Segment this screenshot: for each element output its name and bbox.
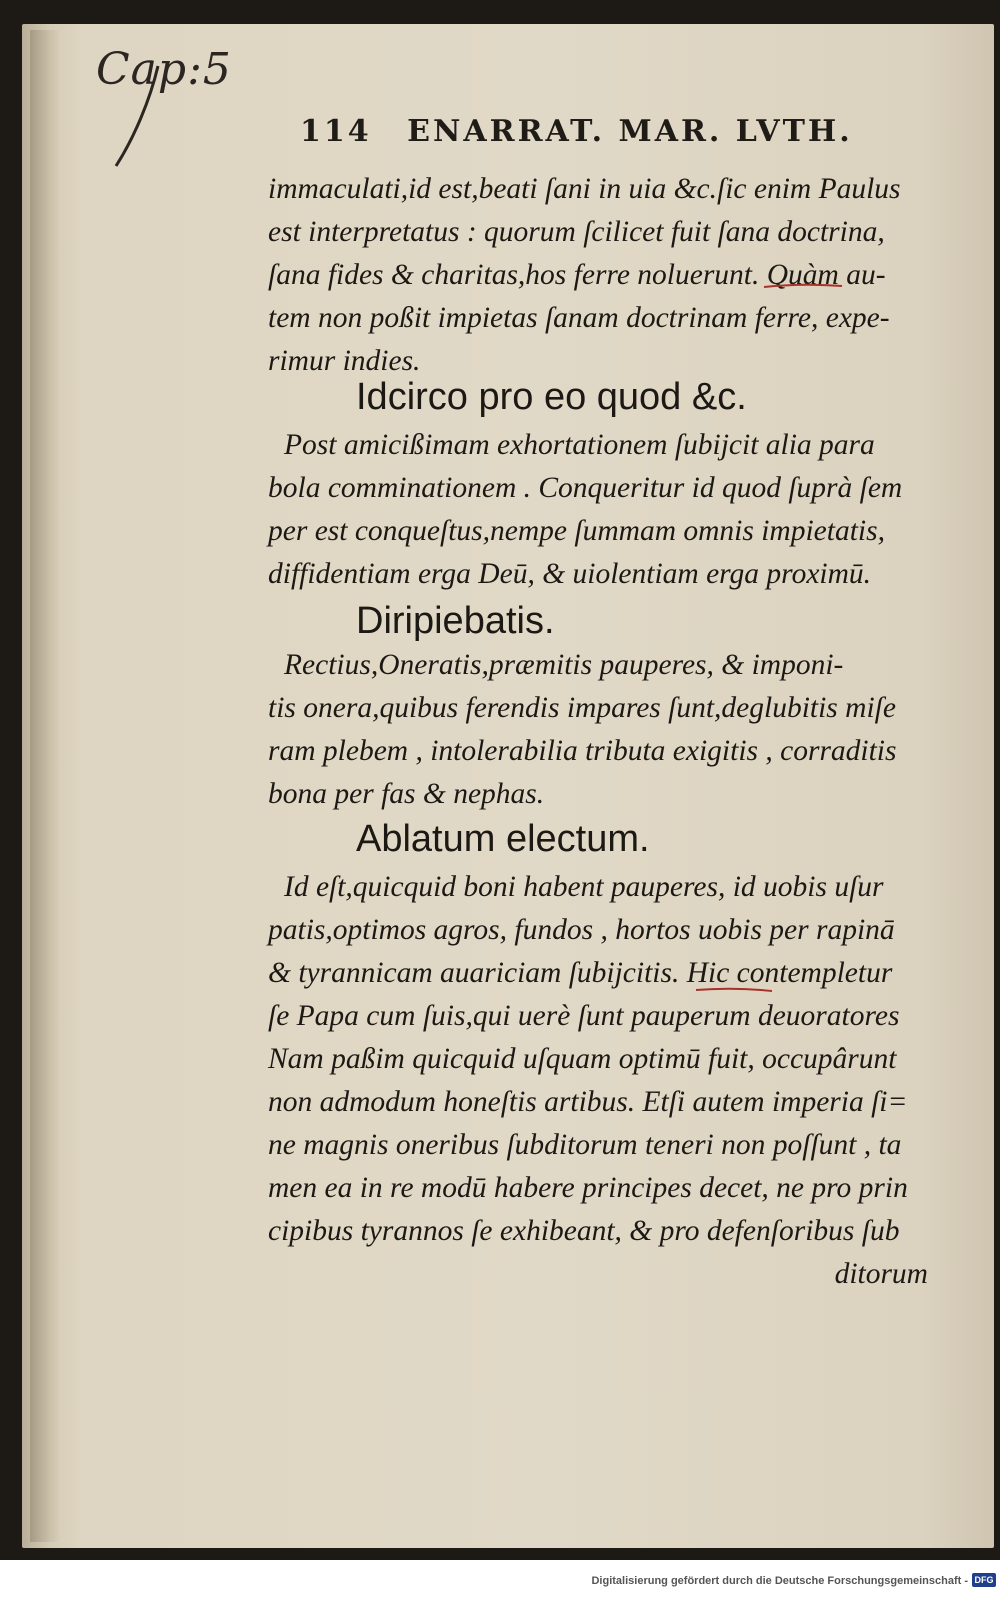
text-line: Rectius,Oneratis,præmitis pauperes, & imponi-	[284, 649, 844, 681]
page-number: 114	[300, 114, 372, 149]
text-line: est interpretatus : quorum ſcilicet fuit ſana doctrina,	[268, 216, 885, 248]
text-line: cipibus tyrannos ſe exhibeant, & pro defenſoribus ſub	[268, 1215, 900, 1247]
red-underline-mark	[694, 986, 774, 994]
text-line: bona per fas & nephas.	[268, 778, 545, 810]
text-line: non admodum honeſtis artibus. Etſi autem imperia ſi=	[268, 1086, 908, 1118]
section-heading: Ablatum electum.	[356, 818, 650, 860]
red-underline-mark	[762, 282, 844, 290]
section-paragraph	[268, 866, 928, 1296]
text-line: ſana fides & charitas,hos ferre noluerunt. Quàm au-	[268, 259, 886, 291]
text-line: tem non poßit impietas ſanam doctrinam ferre, expe-	[268, 302, 890, 334]
section-heading: Idcirco pro eo quod &c.	[356, 376, 747, 418]
running-title: ENARRAT. MAR. LVTH.	[407, 114, 853, 149]
section-heading: Diripiebatis.	[356, 600, 555, 642]
opening-paragraph	[268, 168, 928, 383]
text-line: Post amicißimam exhortationem ſubijcit alia para	[284, 429, 875, 461]
text-line: Nam paßim quicquid uſquam optimū fuit, occupârunt	[268, 1043, 897, 1075]
text-line: tis onera,quibus ferendis impares ſunt,deglubitis miſe	[268, 692, 896, 724]
text-line: per est conqueſtus,nempe ſummam omnis impietatis,	[268, 515, 885, 547]
section-paragraph	[268, 424, 928, 596]
handwritten-note: Cap:5	[96, 44, 232, 95]
text-line: rimur indies.	[268, 345, 421, 377]
footer-bar	[0, 1560, 1000, 1602]
text-line: & tyrannicam auariciam ſubijcitis. Hic contempletur	[268, 957, 893, 989]
text-line: Id eſt,quicquid boni habent pauperes, id uobis uſur	[284, 871, 884, 903]
dfg-logo: DFG	[972, 1573, 996, 1587]
text-line: ſe Papa cum ſuis,qui uerè ſunt pauperum deuoratores	[268, 1000, 900, 1032]
text-line: bola comminationem . Conqueritur id quod ſuprà ſem	[268, 472, 903, 504]
funding-credit: Digitalisierung gefördert durch die Deutsche Forschungsgemeinschaft -	[591, 1575, 968, 1587]
running-head	[300, 114, 860, 149]
catchword: ditorum	[834, 1258, 928, 1290]
text-line: ram plebem , intolerabilia tributa exigitis , corraditis	[268, 735, 897, 767]
handwritten-stroke	[110, 60, 170, 170]
text-line: immaculati,id est,beati ſani in uia &c.ſic enim Paulus	[268, 173, 901, 205]
text-line: ne magnis oneribus ſubditorum teneri non poſſunt , ta	[268, 1129, 902, 1161]
text-line: diffidentiam erga Deū, & uiolentiam erga proximū.	[268, 558, 872, 590]
section-paragraph	[268, 644, 928, 816]
text-line: patis,optimos agros, fundos , hortos uobis per rapinā	[268, 914, 895, 946]
text-line: men ea in re modū habere principes decet, ne pro prin	[268, 1172, 908, 1204]
